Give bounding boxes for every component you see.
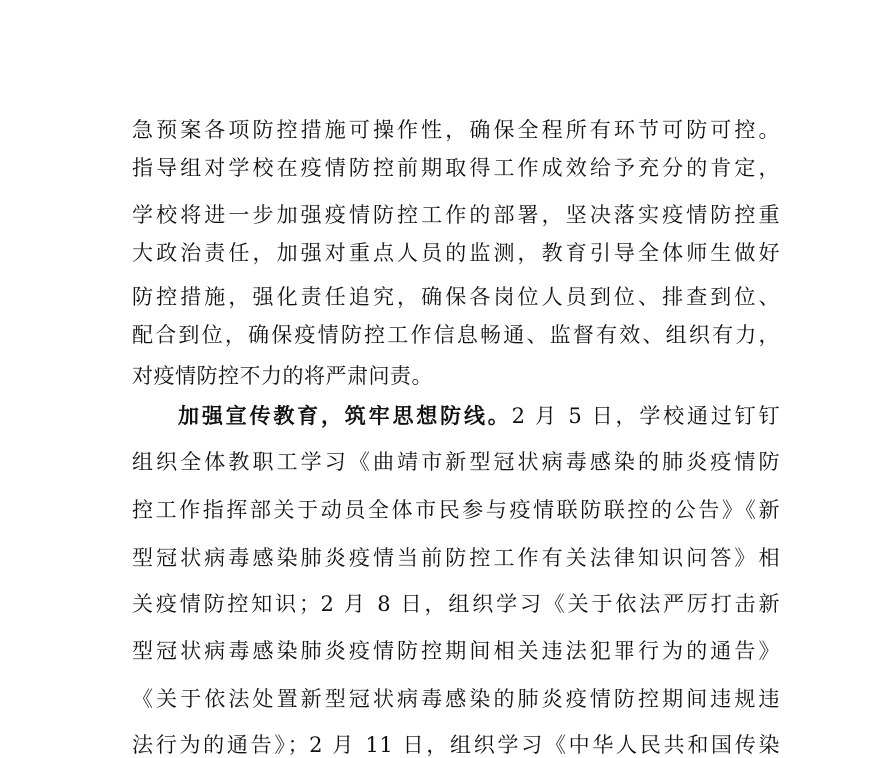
paragraph-line: 型冠状病毒感染肺炎疫情防控期间相关违法犯罪行为的通告》	[132, 639, 780, 663]
paragraph-line: 型冠状病毒感染肺炎疫情当前防控工作有关法律知识问答》相	[132, 546, 780, 570]
paragraph-line: 防控措施，强化责任追究，确保各岗位人员到位、排查到位、	[132, 285, 780, 309]
paragraph-text: 2 月 5 日，学校通过钉钉	[511, 404, 781, 428]
paragraph-line: 关疫情防控知识；2 月 8 日，组织学习《关于依法严厉打击新	[132, 592, 780, 616]
paragraph-line: 指导组对学校在疫情防控前期取得工作成效给予充分的肯定，	[132, 156, 780, 180]
paragraph-line: 《关于依法处置新型冠状病毒感染的肺炎疫情防控期间违规违	[132, 687, 780, 711]
paragraph-line: 控工作指挥部关于动员全体市民参与疫情联防联控的公告》《新	[132, 498, 780, 522]
paragraph-line-lead	[178, 403, 780, 429]
paragraph-line: 配合到位，确保疫情防控工作信息畅通、监督有效、组织有力，	[132, 323, 780, 347]
paragraph-line: 急预案各项防控措施可操作性，确保全程所有环节可防可控。	[132, 118, 780, 142]
section-heading: 加强宣传教育，筑牢思想防线。	[178, 403, 512, 428]
paragraph-line: 组织全体教职工学习《曲靖市新型冠状病毒感染的肺炎疫情防	[132, 450, 780, 474]
paragraph-line: 学校将进一步加强疫情防控工作的部署，坚决落实疫情防控重	[132, 203, 780, 227]
paragraph-line: 法行为的通告》；2 月 11 日，组织学习《中华人民共和国传染	[132, 733, 780, 757]
paragraph-line: 大政治责任，加强对重点人员的监测，教育引导全体师生做好	[132, 241, 780, 265]
paragraph-line: 对疫情防控不力的将严肃问责。	[132, 364, 433, 388]
